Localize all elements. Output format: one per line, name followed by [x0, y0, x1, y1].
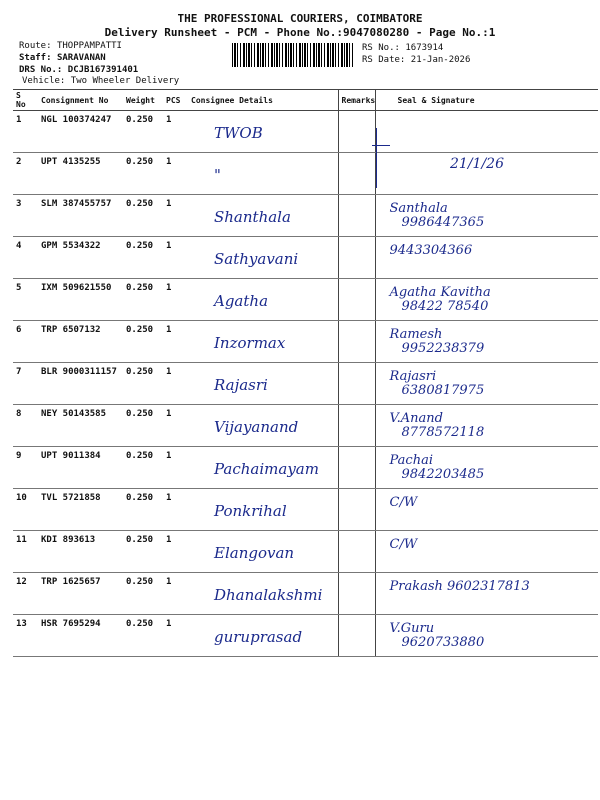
consignment-number-cell: GPM 5534322 [38, 237, 123, 279]
signature-cell [375, 363, 598, 405]
pcs-cell: 1 [163, 111, 188, 153]
pcs-cell: 1 [163, 489, 188, 531]
table-row [13, 111, 598, 153]
consignment-number-cell: KDI 893613 [38, 531, 123, 573]
col-weight-header: Weight [123, 90, 163, 111]
consignee-handwriting: Pachaimayam [214, 460, 319, 478]
signature-handwriting: Santhala [389, 201, 448, 216]
weight-cell: 0.250 [123, 531, 163, 573]
serial-number-cell: 1 [13, 111, 38, 153]
serial-number-cell: 2 [13, 153, 38, 195]
signature-cell [375, 279, 598, 321]
drs-line [19, 65, 138, 75]
signature-cell [375, 111, 598, 153]
serial-number-cell: 4 [13, 237, 38, 279]
remarks-cell [338, 279, 375, 321]
table-row [13, 573, 598, 615]
table-row [13, 153, 598, 195]
pcs-cell: 1 [163, 237, 188, 279]
col-remarks-header: Remarks [338, 90, 375, 111]
consignee-handwriting: Sathyavani [214, 250, 299, 268]
consignment-number-cell: NGL 100374247 [38, 111, 123, 153]
weight-cell: 0.250 [123, 573, 163, 615]
signature-handwriting: Ramesh [389, 327, 443, 342]
pcs-cell: 1 [163, 405, 188, 447]
remarks-cell [338, 405, 375, 447]
signature-handwriting: 9443304366 [389, 243, 473, 258]
pcs-cell: 1 [163, 615, 188, 657]
serial-number-cell: 12 [13, 573, 38, 615]
remarks-cell [338, 153, 375, 195]
weight-cell: 0.250 [123, 111, 163, 153]
consignee-cell [188, 153, 338, 195]
weight-cell: 0.250 [123, 447, 163, 489]
consignment-number-cell: IXM 509621550 [38, 279, 123, 321]
serial-number-cell: 5 [13, 279, 38, 321]
rs-date-line [362, 55, 470, 65]
consignee-cell [188, 237, 338, 279]
vehicle-label: Vehicle: [22, 76, 66, 86]
consignee-handwriting: Agatha [214, 292, 269, 310]
consignee-handwriting: Vijayanand [214, 418, 299, 436]
company-title: THE PROFESSIONAL COURIERS, COIMBATORE [177, 12, 423, 25]
consignee-handwriting: Ponkrihal [214, 502, 287, 520]
pcs-cell: 1 [163, 573, 188, 615]
signature-phone-handwriting: 6380817975 [401, 383, 485, 398]
rs-date-value: 21-Jan-2026 [410, 55, 471, 65]
consignee-cell [188, 489, 338, 531]
serial-number-cell: 13 [13, 615, 38, 657]
rs-date-label: RS Date: [362, 55, 406, 65]
table-row [13, 363, 598, 405]
weight-cell: 0.250 [123, 363, 163, 405]
consignment-number-cell: HSR 7695294 [38, 615, 123, 657]
serial-number-cell: 8 [13, 405, 38, 447]
pcs-cell: 1 [163, 153, 188, 195]
signature-handwriting: C/W [389, 495, 418, 510]
route-value: THOPPAMPATTI [56, 41, 122, 51]
consignment-number-cell: NEY 50143585 [38, 405, 123, 447]
signature-cell [375, 489, 598, 531]
remarks-cell [338, 111, 375, 153]
weight-cell: 0.250 [123, 405, 163, 447]
signature-cell [375, 531, 598, 573]
table-row [13, 531, 598, 573]
signature-cell [375, 237, 598, 279]
signature-cell [375, 447, 598, 489]
rs-no-value: 1673914 [405, 43, 444, 53]
consignee-handwriting: Shanthala [214, 208, 291, 226]
consignee-cell [188, 321, 338, 363]
consignee-cell [188, 111, 338, 153]
drs-value: DCJB167391401 [67, 65, 139, 75]
consignment-number-cell: SLM 387455757 [38, 195, 123, 237]
col-consignment-header: Consignment No [38, 90, 123, 111]
route-line [19, 41, 122, 51]
weight-cell: 0.250 [123, 321, 163, 363]
consignee-cell [188, 279, 338, 321]
signature-handwriting: Prakash 9602317813 [389, 579, 530, 594]
consignment-number-cell: BLR 9000311157 [38, 363, 123, 405]
serial-number-cell: 3 [13, 195, 38, 237]
signature-phone-handwriting: 9986447365 [401, 215, 485, 230]
consignee-cell [188, 615, 338, 657]
weight-cell: 0.250 [123, 489, 163, 531]
weight-cell: 0.250 [123, 153, 163, 195]
consignee-handwriting: Dhanalakshmi [214, 586, 323, 604]
staff-line [19, 53, 106, 63]
signature-phone-handwriting: 98422 78540 [401, 299, 489, 314]
consignee-handwriting: guruprasad [214, 628, 303, 646]
signature-cell [375, 405, 598, 447]
remarks-cell [338, 321, 375, 363]
signature-handwriting: V.Guru [389, 621, 435, 636]
consignee-cell [188, 195, 338, 237]
table-header-row [13, 90, 598, 111]
consignment-number-cell: TVL 5721858 [38, 489, 123, 531]
signature-cell [375, 573, 598, 615]
col-pcs-header: PCS [163, 90, 188, 111]
consignee-cell [188, 573, 338, 615]
runsheet-subtitle: Delivery Runsheet - PCM - Phone No.:9047080280 - Page No.:1 [104, 26, 496, 39]
consignee-cell [188, 405, 338, 447]
signature-cell [375, 615, 598, 657]
consignee-cell [188, 531, 338, 573]
weight-cell: 0.250 [123, 195, 163, 237]
serial-number-cell: 11 [13, 531, 38, 573]
signature-cell [375, 195, 598, 237]
consignee-handwriting: Elangovan [214, 544, 295, 562]
serial-number-cell: 9 [13, 447, 38, 489]
route-label: Route: [19, 41, 52, 51]
signature-phone-handwriting: 9620733880 [401, 635, 485, 650]
signature-handwriting: Agatha Kavitha [389, 285, 491, 300]
table-row [13, 489, 598, 531]
consignee-cell [188, 447, 338, 489]
consignee-handwriting: Rajasri [214, 376, 268, 394]
vehicle-line [22, 76, 179, 86]
pcs-cell: 1 [163, 195, 188, 237]
consignee-handwriting: TWOB [214, 124, 263, 142]
serial-number-cell: 10 [13, 489, 38, 531]
drs-label: DRS No.: [19, 65, 63, 75]
remarks-arrow [372, 145, 390, 146]
pcs-cell: 1 [163, 531, 188, 573]
col-consignee-header: Consignee Details [188, 90, 338, 111]
table-row [13, 195, 598, 237]
signature-handwriting: V.Anand [389, 411, 443, 426]
remarks-cell [338, 447, 375, 489]
serial-number-cell: 6 [13, 321, 38, 363]
col-sno-header: S No [13, 90, 38, 111]
signature-handwriting: C/W [389, 537, 418, 552]
pcs-cell: 1 [163, 279, 188, 321]
signature-phone-handwriting: 8778572118 [401, 425, 485, 440]
signature-phone-handwriting: 9952238379 [401, 341, 485, 356]
vehicle-value: Two Wheeler Delivery [70, 76, 180, 86]
remarks-cell [338, 573, 375, 615]
consignee-cell [188, 363, 338, 405]
remarks-cell [338, 489, 375, 531]
pcs-cell: 1 [163, 321, 188, 363]
remarks-cell [338, 363, 375, 405]
remarks-cell [338, 237, 375, 279]
table-row [13, 447, 598, 489]
pcs-cell: 1 [163, 363, 188, 405]
remarks-cell [338, 531, 375, 573]
serial-number-cell: 7 [13, 363, 38, 405]
remarks-brace [372, 128, 377, 188]
table-row [13, 615, 598, 657]
consignment-number-cell: UPT 4135255 [38, 153, 123, 195]
signature-handwriting: Pachai [389, 453, 433, 468]
signature-handwriting: Rajasri [389, 369, 437, 384]
table-row [13, 237, 598, 279]
consignee-handwriting: Inzormax [214, 334, 286, 352]
remarks-cell [338, 195, 375, 237]
col-signature-header: Seal & Signature [375, 90, 598, 111]
remarks-cell [338, 615, 375, 657]
weight-cell: 0.250 [123, 279, 163, 321]
consignment-number-cell: TRP 1625657 [38, 573, 123, 615]
pcs-cell: 1 [163, 447, 188, 489]
staff-label: Staff: [19, 53, 52, 63]
staff-value: SARAVANAN [56, 53, 106, 63]
table-row [13, 321, 598, 363]
table-row [13, 279, 598, 321]
runsheet-table [13, 89, 598, 657]
barcode-image [232, 43, 355, 67]
consignee-handwriting: " [214, 166, 221, 184]
weight-cell: 0.250 [123, 237, 163, 279]
consignment-number-cell: TRP 6507132 [38, 321, 123, 363]
signature-cell [375, 321, 598, 363]
table-row [13, 405, 598, 447]
remarks-date-note: 21/1/26 [450, 156, 504, 172]
signature-phone-handwriting: 9842203485 [401, 467, 485, 482]
consignment-number-cell: UPT 9011384 [38, 447, 123, 489]
rs-no-label: RS No.: [362, 43, 400, 53]
rs-no-line [362, 43, 443, 53]
weight-cell: 0.250 [123, 615, 163, 657]
